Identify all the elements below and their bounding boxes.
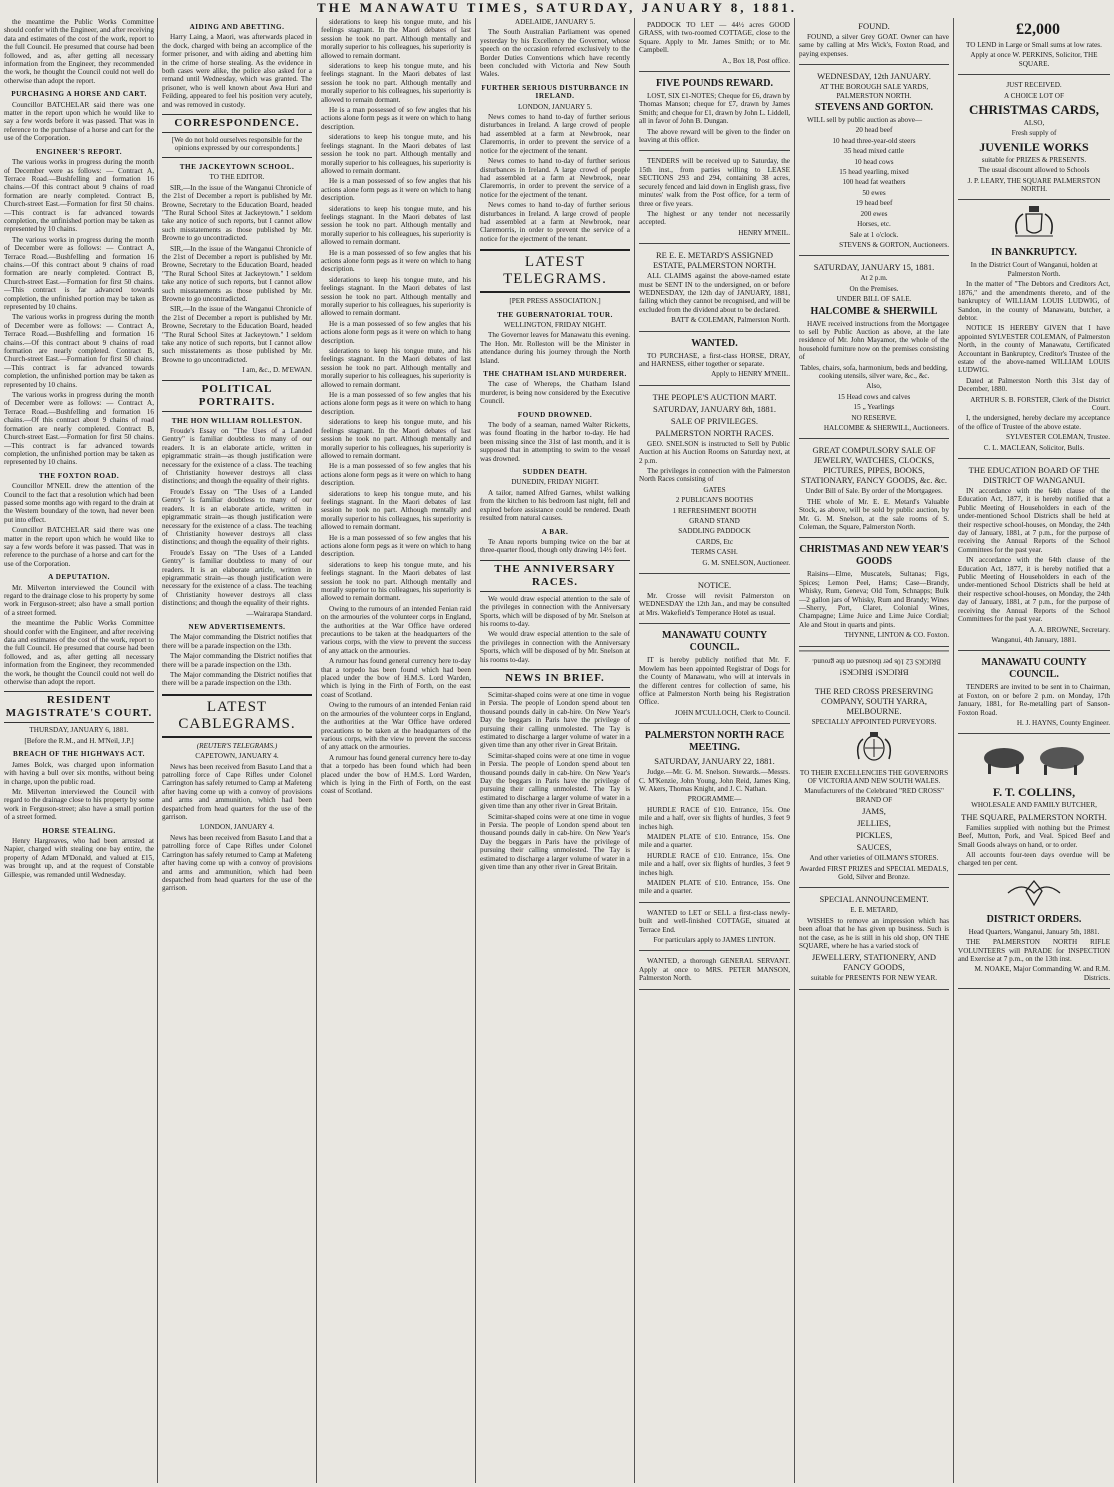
ad-text: WISHES to remove an impression which has been afloat that he has given up business. Such is not the case, as he is still in his old shop, ON THE SQUARE, where he has a varied stock of [799, 916, 949, 950]
ad-heading: CHRISTMAS AND NEW YEAR'S GOODS [799, 544, 949, 568]
article-text: siderations to keep his tongue mute, and his feelings stagnant. In the Maori debates of last session he took no part. Although mentally and morally superior to his colleagues, his superiority is allowed to remain dormant. [321, 347, 471, 389]
ad-text: The above reward will be given to the finder on leaving at this office. [639, 127, 790, 145]
ad-text: Horses, etc. [857, 220, 891, 229]
ad-text: JUST RECEIVED. [1006, 81, 1062, 90]
ad-text: Tables, chairs, sofa, harmonium, beds and bedding, cooking utensils, silver ware, &c., &c. [800, 363, 948, 380]
list-item: 1 REFRESHMENT BOOTH [672, 506, 757, 515]
dateline: CAPETOWN, JANUARY 4. [195, 752, 279, 761]
section-heading: A BAR. [541, 527, 569, 536]
ad-text: THE whole of Mr. E. E. Metard's Valuable Stock, as above, will be sold by public auction, by Mr. G. M. Snelson, at the sale rooms of S. Coleman, the Square, Palmerston North. [799, 497, 949, 532]
article-text: He is a man possessed of so few angles that his actions alone form pegs as it were on which to hang description. [321, 319, 471, 345]
ad-text: HURDLE RACE of £10. Entrance, 15s. One mile and a half, over six flights of hurdles, 3 feet 9 inches high. [639, 805, 790, 831]
ad-signature: Apply at once W. PERKINS, Solicitor, THE SQUARE. [970, 51, 1098, 68]
ad-heading: DISTRICT ORDERS. [986, 913, 1082, 925]
correspondence-heading: CORRESPONDENCE. [162, 114, 312, 133]
ad-heading: STEVENS AND GORTON. [814, 102, 934, 114]
ad-text: TENDERS are invited to be sent in to Chairman, at Foxton, on or before 2 p.m. on Monday, 17th January, 1881, for Re-metalling part of Sanson-Foxton Road. [958, 683, 1110, 717]
ad-subheading: AT THE BOROUGH SALE YARDS, PALMERSTON NORTH. [819, 83, 929, 100]
court-date: THURSDAY, JANUARY 6, 1881. [29, 726, 129, 735]
article-text: He is a man possessed of so few angles that his actions alone form pegs as it were on which to hang description. [321, 177, 471, 203]
ad-heading: FIVE POUNDS REWARD. [656, 78, 773, 90]
section-heading: BREACH OF THE HIGHWAYS ACT. [13, 750, 145, 759]
list-item: 19 head beef [855, 199, 893, 208]
ad-heading: PALMERSTON NORTH RACES. [655, 427, 774, 438]
article-text: The body of a seaman, named Walter Ricketts, was found floating in the harbor to-day. He had been missing since the 31st of last month, and it is supposed that in attempting to swim to the vessel was drowned. [480, 421, 630, 463]
list-item: 35 head mixed cattle [844, 147, 904, 156]
article-text: siderations to keep his tongue mute, and his feelings stagnant. In the Maori debates of last session he took no part. Although mentally and morally superior to his colleagues, his superiority is allowed to remain dormant. [321, 275, 471, 318]
ad-signature: BATT & COLEMAN, Palmerston North. [671, 316, 790, 325]
ad-text: Sale at 1 o'clock. [849, 230, 899, 239]
halcombe-sherwill-ad [799, 259, 949, 439]
special-announcement-ad [799, 891, 949, 989]
ad-text: HAVE received instructions from the Mortgagee to sell by Public Auction as above, at the late residence of Mr. John Mayamor, the whole of the household furniture now on the premises consisting of [799, 319, 949, 362]
ad-signature: SYLVESTER COLEMAN, Trustee. [1006, 433, 1110, 442]
ad-text: MAIDEN PLATE of £10. Entrance, 15s. One mile and a quarter. [639, 832, 790, 850]
ad-text: Manufacturers of the Celebrated "RED CROSS" BRAND OF [804, 787, 944, 804]
ad-subheading: PROGRAMME— [687, 795, 742, 804]
ad-heading: RE E. E. METARD'S ASSIGNED ESTATE, PALMERSTON NORTH. [652, 250, 777, 271]
ad-text: In the District Court of Wanganui, holden at Palmerston North. [970, 261, 1098, 278]
ad-heading: PALMERSTON NORTH RACE MEETING. [644, 730, 785, 754]
section-heading: AIDING AND ABETTING. [189, 23, 285, 31]
ad-text: Mr. Crosse will revisit Palmerston on WEDNESDAY the 12th Jan., and may be consulted at Mrs. Wakefield's Temperance Hotel as usual. [639, 592, 790, 617]
article-text: We would draw especial attention to the sale of the privileges in connection with the Anniversary Sports, which will be disposed of by Mr. Snelson at his rooms to-day. [480, 594, 630, 628]
section-heading: HORSE STEALING. [42, 826, 116, 835]
ad-date: SATURDAY, JANUARY 15, 1881. [813, 262, 935, 273]
ad-signature: ARTHUR S. B. FORSTER, Clerk of the District Court. [970, 395, 1110, 412]
ad-date: Wanganui, 4th January, 1881. [991, 635, 1077, 644]
list-item: 200 ewes [860, 209, 888, 218]
servant-ad [639, 954, 790, 989]
article-text: Froude's Essay on "The Uses of a Landed Gentry" is familiar doubtless to many of our readers. It is an elaborate article, written in epigrammatic strain—as though justification were necessary for the existence of a class. The teaching of Christianity however destroys all class distinctions; and though the equality of their rights. [162, 487, 312, 547]
ad-text: In the matter of "The Debtors and Creditors Act, 1876," and the amendments thereto, and of the bankruptcy of WILLIAM LOUIS LUDWIG, of Sandon, in the county of Manawatu, butcher, a debtor. [958, 280, 1110, 322]
ad-text: GEO. SNELSON is instructed to Sell by Public Auction at his Auction Rooms on Saturday next, at 2 p.m. [639, 439, 790, 465]
article-text: Te Anau reports bumping twice on the bar at three-quarter flood, though only drawing 14½ feet. [480, 537, 630, 555]
ad-text: Fresh supply of [1011, 129, 1057, 138]
reuter-note: (REUTER'S TELEGRAMS.) [196, 741, 278, 750]
column-4 [480, 18, 630, 1483]
article-text: News comes to hand to-day of further serious disturbances in Ireland. A large crowd of people had assembled at a farm at Newbrook, near Claremorris, in order to prevent the service of a notice for the ejectment of the tenant. [480, 113, 630, 155]
ad-text: The privileges in connection with the Palmerston North Races consisting of [639, 467, 790, 484]
article-text: The Major commanding the District notifies that there will be a parade inspection on the 13th. [162, 652, 312, 669]
ad-text: SPECIALLY APPOINTED PURVEYORS. [811, 718, 937, 727]
list-item: 100 head fat weathers [842, 178, 906, 187]
section-heading: A DEPUTATION. [48, 573, 110, 582]
press-note: [PER PRESS ASSOCIATION.] [509, 297, 601, 306]
dateline: DUNEDIN, FRIDAY NIGHT. [511, 478, 599, 487]
loan-ad [958, 18, 1110, 75]
ad-text: At 2 p.m. [860, 274, 888, 283]
wanted-ad [639, 335, 790, 386]
letter-text: SIR,—In the issue of the Wanganui Chronicle of the 21st of December a report is published by Mr. Browne, Secretary to the Education Board, headed "The Rural School Sites at Jackeytown." I seldom take any notice of such reports, but I cannot allow such misstatements as those published by Mr. Browne to go uncontradicted. [162, 305, 312, 364]
source: —Wairarapa Standard. [246, 609, 312, 618]
ad-heading: IN BANKRUPTCY. [991, 247, 1077, 259]
article-text: He is a man possessed of so few angles that his actions alone form pegs as it were on which to hang description. [321, 462, 471, 488]
christmas-goods-ad [799, 541, 949, 646]
article-text: News comes to hand to-day of further serious disturbances in Ireland. A large crowd of people had assembled at a farm at Newbrook, near Claremorris, in order to prevent the service of a notice for the ejectment of the tenant. [480, 201, 630, 243]
found-ad [799, 18, 949, 65]
list-item: JAMS, [862, 806, 886, 817]
ad-date: WEDNESDAY, 12th JANUARY. [817, 71, 931, 82]
news-heading: NEWS IN BRIEF. [480, 669, 630, 688]
article-text: Owing to the rumours of an intended Fenian raid on the armouries of the volunteer corps in England, the authorities at the War Office have ordered precautions to be taken at the headquarters of the various corps, with the view to prevent the success of any attack on the armouries. [321, 604, 471, 655]
ad-signature: C. L. MACLEAN, Solicitor, Bulls. [983, 443, 1085, 452]
column-rule [794, 18, 795, 1483]
article-text: Froude's Essay on "The Uses of a Landed Gentry" is familiar doubtless to many of our readers. It is an elaborate article, written in epigrammatic strain—as though justification were necessary for the existence of a class. The teaching of Christianity however destroys all class distinctions; and though the equality of their rights. [162, 427, 312, 486]
ad-text: And other varieties of OILMAN'S STORES. [809, 854, 939, 863]
stevens-gorton-ad [799, 68, 949, 256]
ad-signature: Apply to HENRY M'NEIL. [711, 370, 790, 379]
ad-signature: A., Box 18, Post office. [722, 56, 790, 65]
article-text: Froude's Essay on "The Uses of a Landed Gentry" is familiar doubtless to many of our readers. It is an elaborate article, written in epigrammatic strain—as though justification were necessary for the existence of a class. The teaching of Christianity however destroys all class distinctions; and though the equality of their rights. [162, 548, 312, 608]
to-editor: TO THE EDITOR. [209, 173, 265, 182]
article-text: Mr. Milverton interviewed the Council with regard to the drainage close to his property by some work in Ferguson-street; also have a small portion of a street formed. [4, 583, 154, 617]
article-text: James Bolck, was charged upon information with having a bull over six months, without being in charge, upon the public road. [4, 760, 154, 786]
butcher-ad [958, 782, 1110, 874]
dateline: LONDON, JANUARY 5. [517, 102, 592, 111]
royal-arms-icon [1011, 204, 1057, 240]
ad-heading: FOUND. [858, 21, 890, 31]
section-heading: FOUND DROWNED. [517, 410, 593, 419]
ad-text: suitable for PRESENTS FOR NEW YEAR. [810, 974, 938, 983]
ad-text: E. E. METARD, [850, 906, 898, 915]
ad-text: Dated at Palmerston North this 31st day of December, 1880. [958, 376, 1110, 394]
ad-signature: JOHN M'CULLOCH, Clerk to Council. [674, 708, 790, 717]
article-text: The South Australian Parliament was opened yesterday by his Excellency the Governor, whose speech on the occasion referred exclusively to the Border Duties Conventions which have recently been concluded with Victoria and New South Wales. [480, 28, 630, 79]
ad-signature: J. P. LEARY, THE SQUARE PALMERSTON NORTH. [967, 176, 1101, 194]
ad-text: HURDLE RACE of £10. Entrance, 15s. One mile and a half, over six flights of hurdles, 3 feet 9 inches high. [639, 851, 790, 877]
ad-heading: WANTED. [691, 337, 738, 349]
ad-text: A CHOICE LOT OF [1004, 91, 1064, 100]
list-item: SADDLING PADDOCK [678, 527, 751, 536]
article-text: The various works in progress during the month of December were as follows: — Contract A, Terrace Road.—Bushfelling and formation 16 chains.—Of this contract about 9 chains of road formation are nearly completed. Contract B, Church-street East.—Formation for first 50 chains.—This contract is far advanced towards completion, the unfinished portion may be taken as represented by 10 chains. [4, 158, 154, 234]
ad-text: UNDER BILL OF SALE. [836, 295, 912, 304]
section-heading: THE GUBERNATORIAL TOUR. [497, 310, 613, 319]
tenders-ad [639, 154, 790, 244]
ad-text: IN accordance with the 64th clause of the Education Act, 1877, it is hereby notified that a Public Meeting of Householders in each of the under-mentioned School Districts shall be held at their respective school-houses, on Monday, the 24th day of January, 1881, at 7 p.m., for the purpose of receiving the Annual Reports of the School Committees for the past year. [958, 487, 1110, 554]
list-item: 10 head cows [854, 157, 894, 166]
ad-text: suitable for PRIZES & PRESENTS. [981, 155, 1087, 164]
paddock-ad [639, 18, 790, 72]
ad-date: SATURDAY, JANUARY 8th, 1881. [653, 403, 776, 414]
article-text: He is a man possessed of so few angles that his actions alone form pegs as it were on which to hang description. [321, 248, 471, 274]
ad-heading: THE EDUCATION BOARD OF THE DISTRICT OF WANGANUI. [968, 465, 1100, 485]
ad-heading: THE PEOPLE'S AUCTION MART. [652, 391, 777, 402]
ad-text: WHOLESALE AND FAMILY BUTCHER, [971, 801, 1097, 810]
ad-text: ALL CLAIMS against the above-named estate must be SENT IN to the undersigned, on or before WEDNESDAY, the 12th day of JANUARY, 1881, failing which they cannot be recognised, and will be excluded from the dividend about to be declared. [639, 272, 790, 314]
compulsory-sale-ad [799, 442, 949, 538]
county-ad [639, 627, 790, 724]
court-bench: [Before the R.M., and H. M'Neil, J.P.] [24, 736, 134, 745]
list-item: JELLIES, [857, 818, 891, 829]
ad-text: ALSO, [1023, 119, 1045, 128]
ad-heading: MANAWATU COUNTY COUNCIL. [981, 657, 1087, 681]
section-heading: FURTHER SERIOUS DISTURBANCE IN IRELAND. [481, 83, 629, 101]
article-text: Henry Hargreaves, who had been arrested at Napier, charged with stealing one bay entire, the property of Adam M'Donald, and valued at £15, was brought up, and at the request of Constable Gillespie, was remanded until Wednesday. [4, 836, 154, 879]
letter-text: SIR,—In the issue of the Wanganui Chronicle of the 21st of December a report is published by Mr. Browne, Secretary to the Education Board, headed "The Rural School Sites at Jackeytown." I seldom take any notice of such reports, but I cannot allow such misstatements as those published by Mr. Browne to go uncontradicted. [162, 183, 312, 243]
list-item: 15 head yearling, mixed [839, 168, 909, 177]
ad-signature: For particulars apply to JAMES LINTON. [653, 936, 776, 945]
article-text: Harry Laing, a Maori, was afterwards placed in the dock, charged with being an accomplice of the former prisoner, and with aiding and abetting him in the crime of horse stealing. As the evidence in both cases were alike, the police also asked for a remand until Wednesday, which was granted. The prisoner, who is well known about Awa Huri and Feilding, appeared to feel his position very acutely, and was removed in custody. [162, 33, 312, 109]
column-1 [4, 18, 154, 1483]
court-heading: RESIDENT MAGISTRATE'S COURT. [4, 691, 154, 723]
royal-arms-icon [849, 731, 899, 765]
article-text: Councillor M'NEIL drew the attention of the Council to the fact that a resolution which had been passed some months ago with regard to the drain at the Western boundary of the town, had never been put into effect. [4, 482, 154, 524]
list-item: PICKLES, [855, 830, 893, 841]
ad-signature: STEVENS & GORTON, Auctioneers. [839, 240, 949, 249]
ad-amount: £2,000 [1016, 21, 1060, 38]
ad-text: BRICKS £2 10s per thousand on the ground. [812, 657, 941, 666]
section-heading: NEW ADVERTISEMENTS. [188, 622, 286, 631]
list-item: 2 PUBLICAN'S BOOTHS [675, 496, 754, 505]
list-item: 50 ewes [862, 188, 886, 197]
ad-heading: CHRISTMAS CARDS, [968, 102, 1100, 118]
article-text: He is a man possessed of so few angles that his actions alone form pegs as it were on which to hang description. [321, 391, 471, 416]
article-text: Owing to the rumours of an intended Fenian raid on the armouries of the volunteer corps in England, the authorities at the War Office have ordered precautions to be taken at the headquarters of the various corps, with the view to prevent the success of any attack on the armouries. [321, 701, 471, 752]
list-item: GATES [703, 485, 726, 494]
ad-text: Judge.—Mr. G. M. Snelson. Stewards.—Messrs. C. M'Kenzie, John Young, John Reid, James King, W. Akers, Thomas Knight, and J. C. Nathan. [639, 768, 790, 793]
ad-text: MAIDEN PLATE of £10. Entrance, 15s. One mile and a quarter. [639, 879, 790, 896]
ad-text: The usual discount allowed to Schools [978, 166, 1090, 175]
article-text: Councillor BATCHELAR said there was one matter in the report upon which he would like to say a few words before it was passed. That was in reference to the purchase of a horse and cart for the use of the Corporation. [4, 100, 154, 143]
ad-text: All accounts four-teen days overdue will be charged ten per cent. [958, 850, 1110, 868]
section-heading: THE FOXTON ROAD. [38, 471, 120, 480]
ad-date: Head Quarters, Wanganui, January 5th, 1881. [968, 927, 1100, 936]
list-item: GRAND STAND [689, 517, 740, 526]
column-rule [634, 18, 635, 1483]
ad-text: WANTED, a thorough GENERAL SERVANT. Apply at once to MRS. PETER MANSON, Palmerston North. [639, 957, 790, 983]
ad-text: Also, [866, 382, 882, 391]
notice-ad [639, 577, 790, 624]
article-text: siderations to keep his tongue mute, and his feelings stagnant. In the Maori debates of last session he took no part. Although mentally and morally superior to his colleagues, his superiority is allowed to remain dormant. [321, 204, 471, 247]
auction-mart-ad [639, 389, 790, 574]
divider [162, 157, 312, 158]
ad-text: TENDERS will be received up to Saturday, the 15th inst., from parties willing to LEASE SECTIONS 293 and 294, containing 38 acres, securely fenced and laid down in English grass, five minutes' walk from the Post office, for a term of three or five years. [639, 157, 790, 208]
ad-text: The highest or any tender not necessarily accepted. [639, 209, 790, 227]
article-text: A rumour has found general currency here to-day that a torpedo has been found which had been placed under the bow of H.M.S. Lord Warden, which is lying in the Firth of Forth, on the east coast of Scotland. [321, 753, 471, 796]
ad-text: NOTICE IS HEREBY GIVEN that I have appointed SYLVESTER COLEMAN, of Palmerston North, in the county of Manawatu, Certificated Accountant in Bankruptcy, Creditor's Trustee of the estate of the above-named WILLIAM LOUIS LUDWIG. [958, 324, 1110, 375]
bricks-ad [799, 650, 949, 680]
column-rule [157, 18, 158, 1483]
ad-text: Raisins—Elme, Muscatels, Sultanas; Figs, Spices; Lemon Peel, Hams; Case—Brandy, Whisky, Rum, Geneva; Old Tom, Schnapps; Bulk—2 gallon jars of Whisky, Rum and Brandy; Wines—Sherry, Port, Claret, Colonial Wines, Champagne; Lime Juice and Lime Juice Cordial; Ale and Stout in quarts and pints. [799, 570, 949, 629]
article-text: The Major commanding the District notifies that there will be a parade inspection on the 13th. [162, 671, 312, 688]
ad-text: THE PALMERSTON NORTH RIFLE VOLUNTEERS will PARADE for INSPECTION and Exercise at 7 p.m., on the 13th inst. [958, 938, 1110, 963]
metard-estate-ad [639, 247, 790, 331]
ad-date: SATURDAY, JANUARY 22, 1881. [654, 756, 775, 767]
ad-text: TO THEIR EXCELLENCIES THE GOVERNORS OF VICTORIA AND NEW SOUTH WALES. [799, 768, 949, 785]
ad-text: TO PURCHASE, a first-class HORSE, DRAY, and HARNESS, either together or separate. [639, 351, 790, 368]
ad-heading: SALE OF PRIVILEGES. [670, 415, 759, 426]
letter-signature: I am, &c., D. M'EWAN. [242, 366, 312, 375]
section-heading: SUDDEN DEATH. [522, 468, 588, 477]
article-text: He is a man possessed of so few angles that his actions alone form pegs as it were on which to hang description. [321, 106, 471, 131]
ad-text: Under Bill of Sale. By order of the Mortgagees. [805, 487, 943, 496]
article-text: siderations to keep his tongue mute, and his feelings stagnant. In the Maori debates of last session he took no part. Although mentally and morally superior to his colleagues, his superiority is allowed to remain dormant. [321, 18, 471, 60]
ad-text: I, the undersigned, hereby declare my acceptance of the office of Trustee of the above estate. [958, 414, 1110, 431]
ad-heading: HALCOMBE & SHERWILL [810, 305, 938, 317]
article-text: News has been received from Basuto Land that a patrolling force of Cape Rifles under Colonel Carrington has safely returned to Camp at Mafeteng after having come up with a convoy of provisions and arms and ammunition, which had been despatched from head quarters for the use of the garrison. [162, 833, 312, 893]
ad-text: THE SQUARE, PALMERSTON NORTH. [961, 811, 1107, 822]
column-5 [639, 18, 790, 1483]
article-text: Scimitar-shaped coins were at one time in vogue in Persia. The people of London spend about ten thousand pounds daily in cab-hire. On New Year's Day the beggars in Paris have the privilege of pursuing their calling unmolested. The Tay is estimated to discharge a larger volume of water in a given time than any other river in Great Britain. [480, 812, 630, 872]
article-text: Mr. Milverton interviewed the Council with regard to the drainage close to his property by some work in Ferguson-street; also have a small portion of a street formed. [4, 787, 154, 822]
column-3 [321, 18, 471, 1483]
ad-text: IT is hereby publicly notified that Mr. F. Mowlem has been appointed Registrar of Dogs for the County of Manawatu, who will at intervals in the different centres for collection of same, his office at Palmerston North being his Registration Office. [639, 656, 790, 707]
ad-text: TO LEND in Large or Small sums at low rates. [966, 41, 1102, 49]
article-text: the meantime the Public Works Committee should confer with the Engineer, and after receiving data and estimates of the cost of the work, report to the full Council. He presumed that course had been followed, and as, after getting all necessary information from the Engineer, they recommended the work, he thought the Council could not well do otherwise than adopt the report. [4, 619, 154, 687]
ad-text: PADDOCK TO LET — 44½ acres GOOD GRASS, with two-roomed COTTAGE, close to the Square. Apply to Mr. James Smith; or to Mr. Campbell. [639, 21, 790, 55]
article-text: News comes to hand to-day of further serious disturbances in Ireland. A large crowd of people had assembled at a farm at Newbrook, near Claremorris, in order to prevent the service of a notice for the ejectment of the tenant. [480, 157, 630, 199]
ad-signature: HENRY M'NEIL. [738, 228, 790, 237]
dateline: LONDON, JANUARY 4. [199, 823, 274, 832]
letter-heading: THE JACKEYTOWN SCHOOL. [179, 162, 295, 171]
christmas-cards-ad [958, 78, 1110, 200]
ad-text: 15 Head cows and calves [837, 392, 911, 401]
article-text: siderations to keep his tongue mute, and his feelings stagnant. In the Maori debates of last session he took no part. Although mentally and morally superior to his colleagues, his superiority is allowed to remain dormant. [321, 489, 471, 532]
dateline: ADELAIDE, JANUARY 5. [515, 18, 595, 26]
article-text: The various works in progress during the month of December were as follows: — Contract A, Terrace Road.—Bushfelling and formation 16 chains.—Of this contract about 9 chains of road formation are nearly completed. Contract B, Church-street East.—Formation for first 50 chains.—This contract is far advanced towards completion, the unfinished portion may be taken as represented by 10 chains. [4, 391, 154, 467]
list-item: 20 head beef [855, 126, 893, 135]
section-heading: PURCHASING A HORSE AND CART. [11, 90, 147, 99]
ad-signature: THYNNE, LINTON & CO. Foxton. [844, 631, 949, 640]
article-text: siderations to keep his tongue mute, and his feelings stagnant. In the Maori debates of last session he took no part. Although mentally and morally superior to his colleagues, his superiority is allowed to remain dormant. [321, 560, 471, 603]
ad-heading: THE RED CROSS PRESERVING COMPANY, SOUTH YARRA, MELBOURNE. [814, 686, 934, 717]
education-ad [958, 462, 1110, 651]
column-2 [162, 18, 312, 1483]
district-orders-ad [958, 911, 1110, 989]
article-text: Scimitar-shaped coins were at one time in vogue in Persia. The people of London spend about ten thousand pounds daily in cab-hire. On New Year's Day the beggars in Paris have the privilege of pursuing their calling unmolested. The Tay is estimated to discharge a larger volume of water in a given time than any other river in Great Britain. [480, 690, 630, 750]
masthead: THE MANAWATU TIMES, SATURDAY, JANUARY 8, 1881. [317, 0, 797, 15]
ad-text: FOUND, a silver Grey GOAT. Owner can have same by calling at Mrs Wick's, Foxton Road, and paying expenses. [799, 33, 949, 58]
dateline: WELLINGTON, FRIDAY NIGHT. [503, 320, 607, 329]
editor-note: [We do not hold ourselves responsible for the opinions expressed by our correspondents.] [171, 136, 303, 153]
reward-ad [639, 75, 790, 151]
ad-text: 15 „ Yearlings [853, 403, 895, 412]
race-meeting-ad [639, 727, 790, 903]
ad-text: Families supplied with nothing but the Primest Beef, Mutton, Pork, and Veal. Spiced Beef and Small Goods always on hand, or to order. [958, 823, 1110, 849]
privileges-list [639, 486, 790, 546]
letter-text: SIR,—In the issue of the Wanganui Chronicle of the 21st of December a report is published by Mr. Browne, Secretary to the Education Board, headed "The Rural School Sites at Jackeytown." I seldom take any notice of such reports, but I cannot allow such misstatements as those published by Mr. Browne to go uncontradicted. [162, 244, 312, 303]
article-text: The various works in progress during the month of December were as follows: — Contract A, Terrace Road.—Bushfelling and formation 16 chains.—Of this contract about 9 chains of road formation are nearly completed. Contract B, Church-street East.—Formation for first 50 chains.—This contract is far advanced towards completion, the unfinished portion may be taken as represented by 10 chains. [4, 313, 154, 389]
article-text: The various works in progress during the month of December were as follows: — Contract A, Terrace Road.—Bushfelling and formation 16 chains.—Of this contract about 9 chains of road formation are nearly completed. Contract B, Church-street East.—Formation for first 50 chains.—This contract is far advanced towards completion, the unfinished portion may be taken as represented by 10 chains. [4, 235, 154, 311]
column-6 [799, 18, 949, 1483]
ad-signature: A. A. BROWNE, Secretary. [1029, 625, 1110, 634]
section-heading: ENGINEER'S REPORT. [35, 147, 123, 156]
section-heading: THE CHATHAM ISLAND MURDERER. [483, 370, 627, 378]
ad-text: On the Premises. [849, 284, 899, 293]
races-heading: THE ANNIVERSARY RACES. [480, 560, 630, 592]
article-text: The Governor leaves for Manawatu this evening. The Hon. Mr. Rolleston will be the Minister in attendance during his journey through the North Island. [480, 331, 630, 365]
livestock-engraving-icon [974, 738, 1094, 778]
list-item: 10 head three-year-old steers [832, 136, 916, 145]
article-text: the meantime the Public Works Committee should confer with the Engineer, and after receiving data and estimates of the cost of the work, report to the full Council. He presumed that course had been followed, and as, after getting all necessary information from the Engineer, they recommended the work, he thought the Council could not well do otherwise than adopt the report. [4, 18, 154, 85]
article-text: Scimitar-shaped coins were at one time in vogue in Persia. The people of London spend about ten thousand pounds daily in cab-hire. On New Year's Day the beggars in Paris have the privilege of pursuing their calling unmolested. The Tay is estimated to discharge a larger volume of water in a given time than any other river in Great Britain. [480, 751, 630, 811]
article-text: A tailor, named Alfred Garnes, whilst walking from the kitchen to his bedroom last night, fell and expired before assistance could be rendered. Death resulted from natural causes. [480, 488, 630, 523]
stock-list [799, 126, 949, 218]
article-text: The case of Whereps, the Chatham Island murderer, is being now considered by the Executive Council. [480, 380, 630, 406]
products-list [799, 806, 949, 852]
article-text: News has been received from Basuto Land that a patrolling force of Cape Rifles under Colonel Carrington has safely returned to Camp at Mafeteng after having come up with a convoy of provisions and arms and ammunition, which had been despatched from head quarters for the use of the garrison. [162, 762, 312, 822]
ad-heading: BRICKS! BRICKS! [839, 667, 909, 678]
article-text: Councillor BATCHELAR said there was one matter in the report upon which he would like to say a few words before it was passed. That was in reference to the purchase of a horse and cart for the use of the Corporation. [4, 526, 154, 568]
article-text: He is a man possessed of so few angles that his actions alone form pegs as it were on which to hang description. [321, 533, 471, 559]
list-item: CARDS, Etc [695, 537, 734, 546]
ad-heading: F. T. COLLINS, [992, 785, 1076, 800]
article-text: We would draw especial attention to the sale of the privileges in connection with the Anniversary Sports, which will be disposed of by Mr. Snelson at his rooms to-day. [480, 630, 630, 664]
ad-heading: JEWELLERY, STATIONERY, AND FANCY GOODS, [811, 952, 937, 973]
ad-signature: H. J. HAYNS, County Engineer. [1016, 718, 1110, 727]
column-rule [316, 18, 317, 1483]
telegrams-heading: LATEST TELEGRAMS. [480, 249, 630, 293]
political-heading: POLITICAL PORTRAITS. [162, 380, 312, 412]
column-rule [475, 18, 476, 1483]
cottage-ad [639, 906, 790, 952]
ad-text: WILL sell by public auction as above— [807, 116, 923, 125]
crest-icon [1004, 879, 1064, 907]
ad-heading: NOTICE. [697, 580, 732, 591]
red-cross-ad [799, 683, 949, 888]
ad-text: NO RESERVE. [851, 413, 897, 422]
ad-signature: HALCOMBE & SHERWILL, Auctioneers. [823, 424, 949, 432]
article-text: siderations to keep his tongue mute, and his feelings stagnant. In the Maori debates of last session he took no part. Although mentally and morally superior to his colleagues, his superiority is allowed to remain dormant. [321, 133, 471, 175]
column-7 [958, 18, 1110, 1483]
ad-heading: SPECIAL ANNOUNCEMENT. [819, 894, 929, 905]
article-text: siderations to keep his tongue mute, and his feelings stagnant. In the Maori debates of last session he took no part. Although mentally and morally superior to his colleagues, his superiority is allowed to remain dormant. [321, 418, 471, 460]
ad-text: WANTED to LET or SELL a first-class newly-built and well-finished COTTAGE, situated at Terrace End. [639, 908, 790, 934]
ad-text: Awarded FIRST PRIZES and SPECIAL MEDALS, Gold, Silver and Bronze. [799, 864, 949, 881]
ad-heading: GREAT COMPULSORY SALE OF JEWELRY, WATCHES, CLOCKS, PICTURES, PIPES, BOOKS, STATIONARY, FANCY GOODS, &c. &c. [800, 445, 948, 486]
list-item: SAUCES, [856, 842, 892, 853]
bankruptcy-ad [958, 244, 1110, 459]
cablegrams-heading: LATEST CABLEGRAMS. [162, 694, 312, 738]
county-council-ad [958, 654, 1110, 734]
ad-terms: TERMS CASH. [691, 548, 738, 557]
ad-text: LOST, SIX £1-NOTES; Cheque for £6, drawn by Thomas Manson; cheque for £7, drawn by James Smith; and cheque for £1, drawn by John L. Liddell, all in favor of John B. Dungan. [639, 92, 790, 126]
ad-heading: MANAWATU COUNTY COUNCIL. [661, 630, 768, 654]
portrait-heading: THE HON WILLIAM ROLLESTON. [171, 416, 303, 425]
ad-heading: JUVENILE WORKS [979, 139, 1089, 154]
article-text: siderations to keep his tongue mute, and his feelings stagnant. In the Maori debates of last session he took no part. Although mentally and morally superior to his colleagues, his superiority is allowed to remain dormant. [321, 62, 471, 104]
ad-signature: G. M. SNELSON, Auctioneer. [702, 558, 790, 567]
ad-text: IN accordance with the 64th clause of the Education Act, 1877, it is hereby notified that a Public Meeting of Householders in each of the under-mentioned School Districts shall be held at their respective school-houses, on Monday, the 24th day of January, 1881, at 7 p.m., for the purpose of receiving the Annual Reports of the School Committees for the past year. [958, 556, 1110, 624]
column-rule [953, 18, 954, 1483]
article-text: A rumour has found general currency here to-day that a torpedo has been found which had been placed under the bow of H.M.S. Lord Warden, which is lying in the Firth of Forth, on the east coast of Scotland. [321, 657, 471, 699]
ad-signature: M. NOAKE, Major Commanding W. and R.M. Districts. [974, 965, 1110, 982]
article-text: The Major commanding the District notifies that there will be a parade inspection on the 13th. [162, 633, 312, 650]
